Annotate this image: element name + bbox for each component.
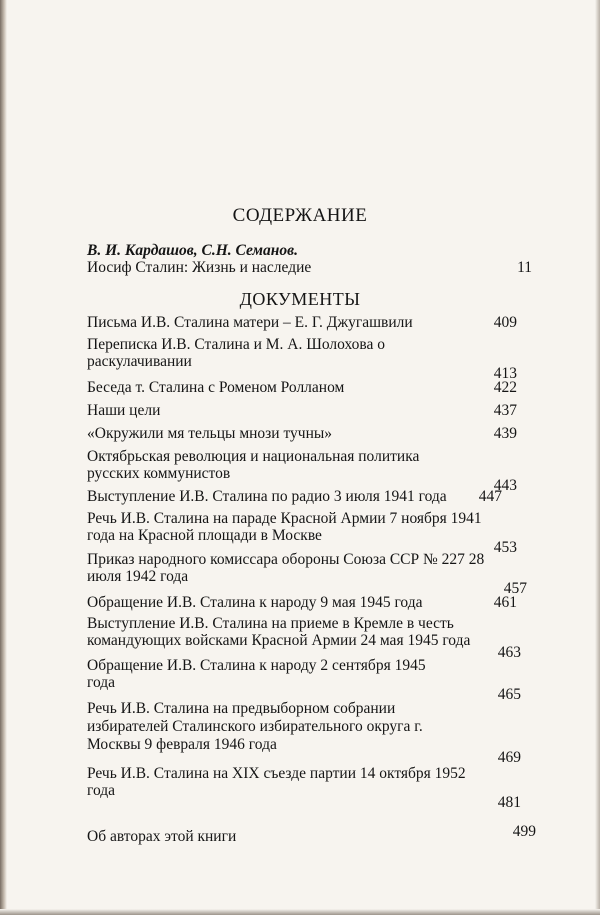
toc-entry: [87, 402, 517, 419]
toc-entry: [87, 594, 517, 611]
toc-entry-title: Речь И.В. Сталина на предвыборном собрании избирателей Сталинского избирательного округа г. Москвы 9 февраля 1946 года: [87, 700, 423, 753]
toc-entry: [87, 510, 517, 556]
contents-heading: СОДЕРЖАНИЕ: [232, 205, 368, 226]
toc-entry-title: Иосиф Сталин: Жизнь и наследие: [87, 259, 312, 276]
toc-entry-page: 447: [478, 488, 502, 505]
toc-entry: [87, 336, 517, 382]
toc-entry-title: Речь И.В. Сталина на XIX съезде партии 14 октября 1952 года: [87, 765, 466, 799]
toc-entry-title: Выступление И.В. Сталина по радио 3 июля 1941 года: [87, 488, 447, 505]
toc-entry-page: 443: [493, 477, 517, 494]
toc-entry-title: Приказ народного комиссара обороны Союза ССР № 227 28 июля 1942 года: [87, 551, 485, 585]
toc-entry-page: 457: [503, 580, 527, 597]
toc-entry-page: 469: [497, 749, 521, 766]
toc-entry-title: «Окружили мя тельцы мнози тучны»: [87, 425, 333, 442]
page-edge-bottom: [0, 909, 600, 915]
toc-entry: [87, 551, 527, 597]
toc-entry-title: Письма И.В. Сталина матери – Е. Г. Джугашвили: [87, 314, 413, 331]
toc-entry-title: Октябрьская революция и национальная политика русских коммунистов: [87, 448, 420, 482]
toc-entry-title: Обращение И.В. Сталина к народу 9 мая 1945 года: [87, 594, 423, 611]
toc-entry-title: Наши цели: [87, 402, 161, 419]
toc-entry-title: Речь И.В. Сталина на параде Красной Армии 7 ноября 1941 года на Красной площади в Москве: [87, 510, 482, 544]
toc-entry-page: 413: [493, 365, 517, 382]
documents-heading: ДОКУМЕНТЫ: [239, 289, 361, 309]
toc-entry-intro: [87, 259, 532, 276]
toc-entry: [87, 488, 502, 505]
toc-entry-page: 499: [512, 823, 536, 840]
toc-entry-page: 481: [497, 794, 521, 811]
toc-entry: [87, 765, 521, 811]
toc-entry-page: 453: [493, 539, 517, 556]
toc-entry-page: 409: [493, 314, 517, 331]
toc-entry-page: 422: [493, 379, 517, 396]
toc-entry-title: Выступление И.В. Сталина на приеме в Кремле в честь командующих войсками Красной Армии 24 мая 1945 года: [87, 615, 471, 649]
toc-entry-title: Переписка И.В. Сталина и М. А. Шолохова о раскулачивании: [87, 336, 386, 370]
toc-footer-entry: [87, 823, 536, 846]
toc-entry-title: Обращение И.В. Сталина к народу 2 сентября 1945 года: [87, 657, 426, 691]
toc-entry-page: 465: [497, 686, 521, 703]
toc-entry-page: 439: [493, 425, 517, 442]
toc-entry: [87, 700, 521, 766]
toc-entry: [87, 615, 521, 661]
toc-entry: [87, 314, 517, 331]
page-edge-left: [0, 0, 7, 915]
toc-entry-page: 11: [517, 259, 532, 276]
toc-entry-title: Беседа т. Сталина с Роменом Ролланом: [87, 379, 345, 396]
toc-entry-page: 437: [493, 402, 517, 419]
toc-entry: [87, 448, 517, 494]
toc-entry-page: 463: [497, 644, 521, 661]
toc-entry: [87, 657, 521, 703]
toc-entry: [87, 425, 517, 442]
toc-entry-title: Об авторах этой книги: [87, 828, 237, 845]
intro-authors: В. И. Кардашов, С.Н. Семанов.: [87, 242, 298, 259]
page-edge-right: [595, 0, 600, 915]
toc-entry-page: 461: [493, 594, 517, 611]
toc-entry: [87, 379, 517, 396]
